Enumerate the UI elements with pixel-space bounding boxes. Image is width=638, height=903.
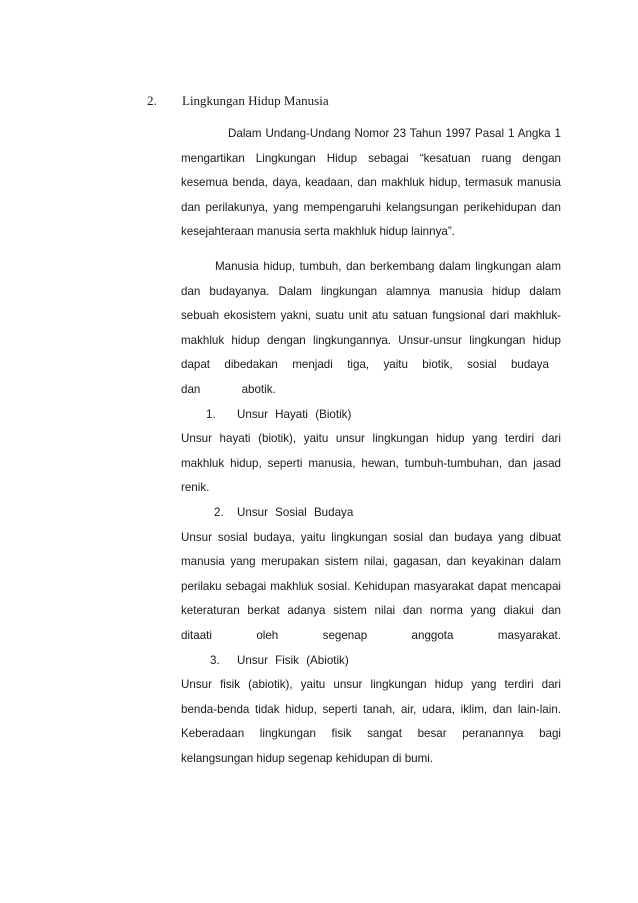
paragraph-line: makhluk hidup, seperti manusia, hewan, tumbuh-tumbuhan, dan jasad (181, 456, 561, 470)
paragraph-definition (181, 122, 561, 245)
paragraph-line: perilaku sebagai makhluk sosial. Kehidupan masyarakat dapat mencapai (181, 579, 561, 593)
paragraph-line: dan perilakunya, yang mempengaruhi kelangsungan perikehidupan dan (181, 200, 561, 214)
paragraph-line: Manusia hidup, tumbuh, dan berkembang dalam lingkungan alam (215, 260, 561, 273)
paragraph-line: kesemua benda, daya, keadaan, dan makhluk hidup, termasuk manusia (181, 176, 561, 190)
section-number: 2. (147, 93, 157, 108)
list-item-title: Unsur Hayati (Biotik) (237, 407, 352, 421)
list-item-title: Unsur Sosial Budaya (237, 505, 354, 519)
list-item-heading (181, 649, 561, 674)
section-title: Lingkungan Hidup Manusia (182, 93, 329, 108)
paragraph-line: Unsur hayati (biotik), yaitu unsur lingkungan hidup yang terdiri dari (181, 432, 561, 446)
list-item-title: Unsur Fisik (Abiotik) (237, 653, 349, 667)
paragraph-line: kesejahteraan manusia serta makhluk hidup lainnya”. (181, 225, 455, 239)
paragraph-line: renik. (181, 481, 210, 495)
paragraph-line: dan budayanya. Dalam lingkungan alamnya manusia hidup dalam (181, 284, 561, 298)
paragraph-line: Keberadaan lingkungan fisik sangat besar peranannya bagi (181, 727, 561, 741)
paragraph-line: Unsur sosial budaya, yaitu lingkungan sosial dan budaya yang dibuat (181, 530, 561, 544)
list-item-heading (181, 403, 561, 428)
list-item-number: 1. (206, 407, 216, 421)
paragraph-line: dan abotik. (181, 382, 276, 396)
paragraph-line: keteraturan berkat adanya sistem nilai dan norma yang diakui dan (181, 604, 561, 618)
list-item-heading (181, 501, 561, 526)
paragraph-line: benda-benda tidak hidup, seperti tanah, air, udara, iklim, dan lain-lain. (181, 702, 561, 716)
paragraph-line: manusia yang merupakan sistem nilai, gagasan, dan keyakinan dalam (181, 555, 561, 569)
list-item-number: 2. (214, 505, 224, 519)
paragraph-environment (181, 255, 561, 771)
paragraph-line: Dalam Undang-Undang Nomor 23 Tahun 1997 Pasal 1 Angka 1 (228, 127, 561, 140)
paragraph-line: makhluk hidup dengan lingkungannya. Unsur-unsur lingkungan hidup (181, 333, 561, 347)
list-item-number: 3. (210, 653, 220, 667)
paragraph-line: sebuah ekosistem yakni, suatu unit atu satuan fungsional dari makhluk- (181, 309, 561, 323)
paragraph-line: kelangsungan hidup segenap kehidupan di bumi. (181, 751, 434, 765)
paragraph-line: mengartikan Lingkungan Hidup sebagai “kesatuan ruang dengan (181, 151, 561, 165)
paragraph-line: dapat dibedakan menjadi tiga, yaitu biotik, sosial budaya (181, 358, 549, 372)
paragraph-line: Unsur fisik (abiotik), yaitu unsur lingkungan hidup yang terdiri dari (181, 678, 561, 692)
paragraph-line: ditaati oleh segenap anggota masyarakat. (181, 628, 561, 642)
